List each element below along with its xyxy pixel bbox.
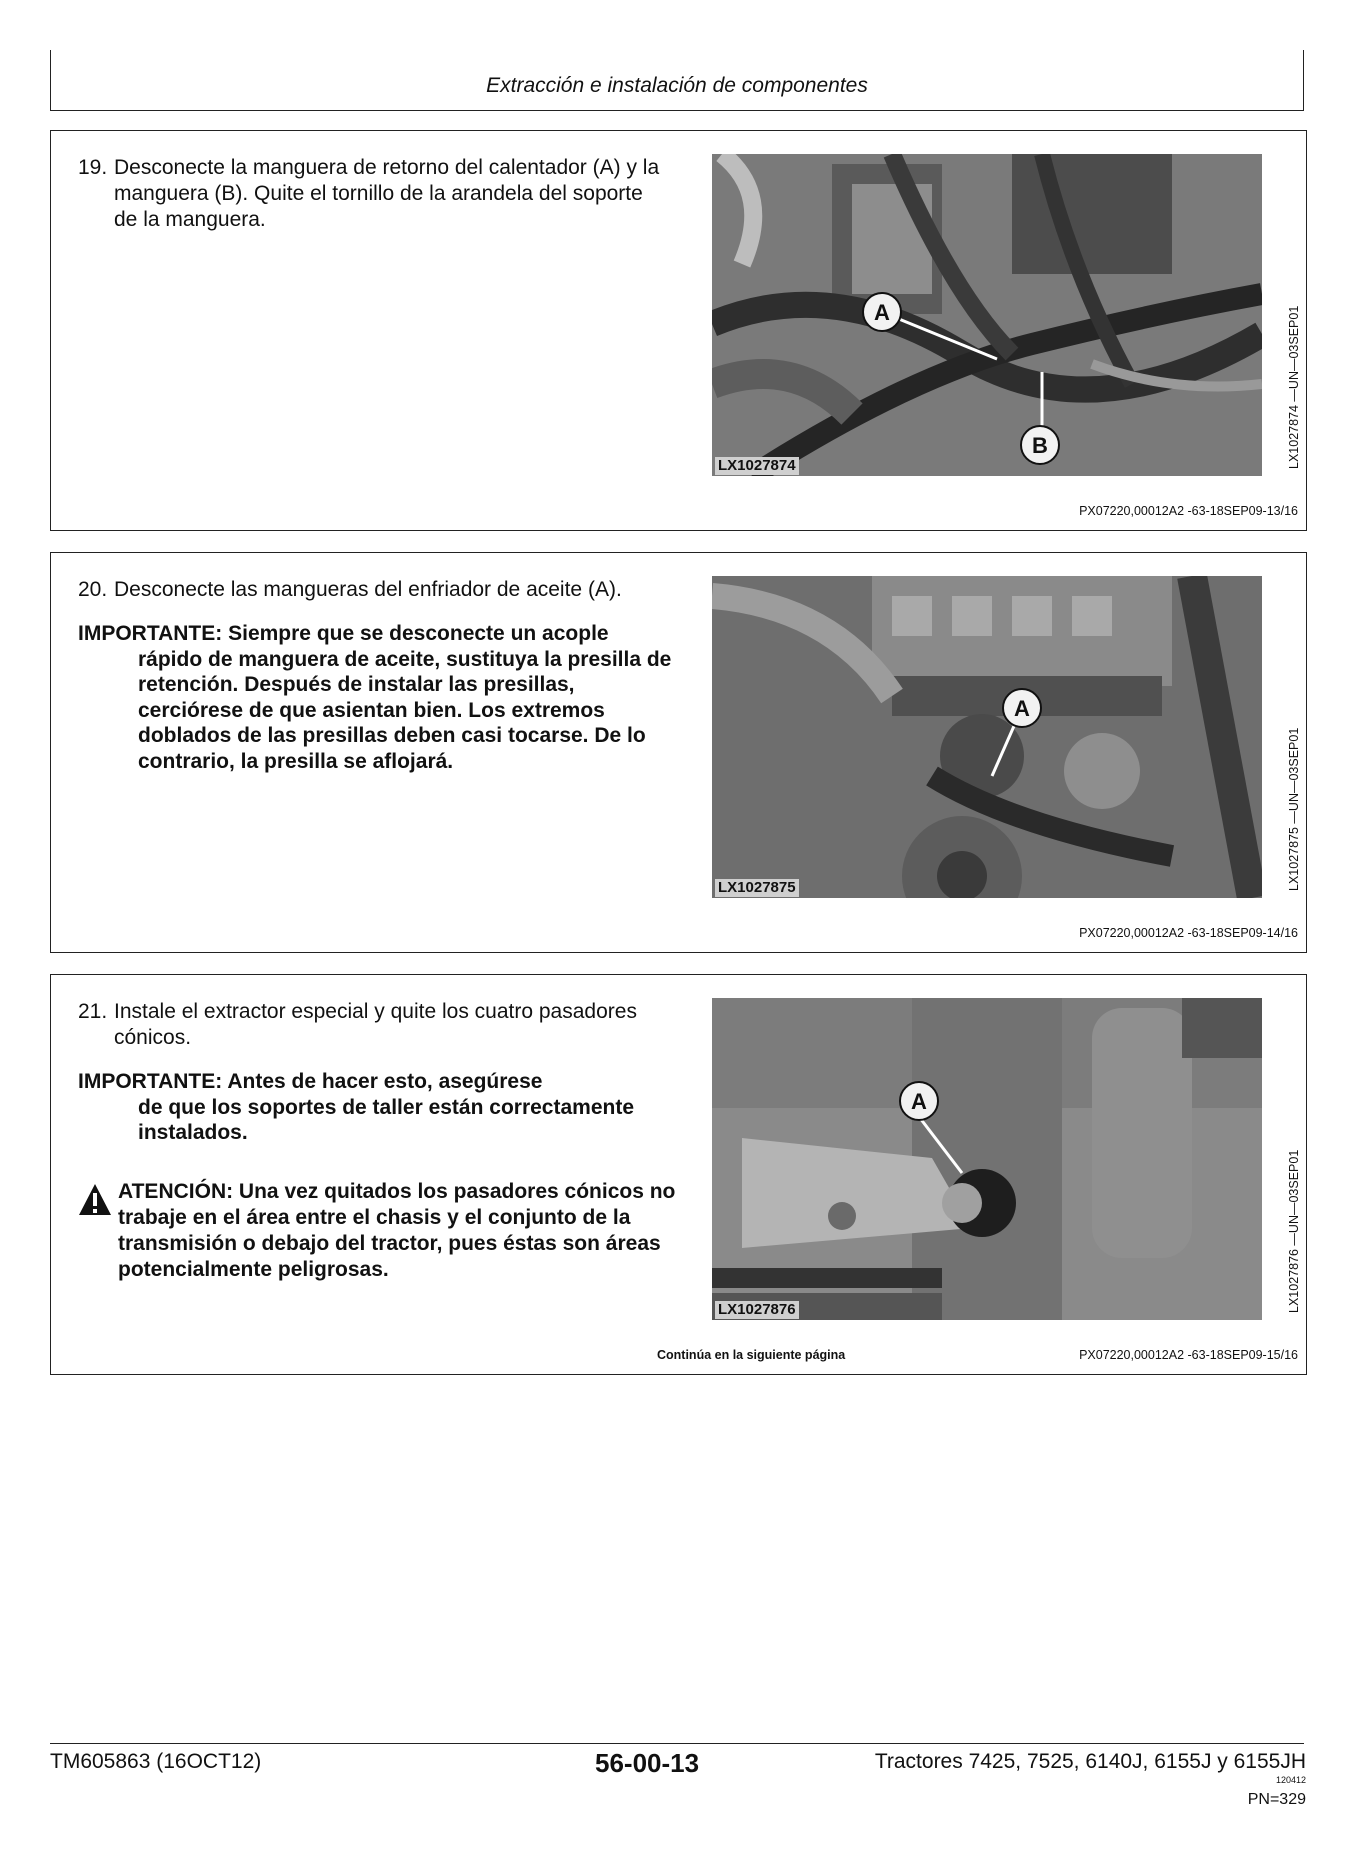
step-21-photo xyxy=(712,998,1262,1320)
important-body: rápido de manguera de aceite, sustituya la presilla de retención. Después de instalar las presillas, cerciórese de que asientan bien. Los extremos doblados de las presillas deben casi tocarse. De lo contrario, la presilla se aflojará. xyxy=(138,647,672,773)
important-first-line: Siempre que se desconecte un acople xyxy=(228,622,609,645)
figure-label: LX1027875 xyxy=(715,879,799,897)
figure-code-vertical: LX1027875 —UN—03SEP01 xyxy=(1287,727,1301,891)
important-body: de que los soportes de taller están correctamente instalados. xyxy=(138,1095,635,1144)
step-panel-19 xyxy=(50,130,1307,531)
figure-label: LX1027876 xyxy=(715,1301,799,1319)
important-note xyxy=(78,1069,678,1146)
step-panel-20 xyxy=(50,552,1307,953)
step-20-text xyxy=(78,577,668,603)
important-label: IMPORTANTE: xyxy=(78,622,223,645)
callout-a: A xyxy=(911,1089,927,1114)
page-header-title: Extracción e instalación de componentes xyxy=(486,74,868,97)
step-instruction: Instale el extractor especial y quite los cuatro pasadores cónicos. xyxy=(114,1000,637,1049)
figure-label: LX1027874 xyxy=(715,457,799,475)
reference-code: PX07220,00012A2 -63-18SEP09-15/16 xyxy=(1079,1348,1298,1362)
caution-text: ATENCIÓN: Una vez quitados los pasadores cónicos no trabaje en el área entre el chasis y el conjunto de la transmisión o debajo del tractor, pues éstas son áreas potencialmente peligrosas. xyxy=(118,1180,676,1281)
step-number: 21. xyxy=(78,1000,108,1023)
important-label: IMPORTANTE: xyxy=(78,1070,223,1093)
callout-b: B xyxy=(1032,433,1048,458)
footer-page-number: 56-00-13 xyxy=(595,1748,700,1778)
step-19-text xyxy=(78,155,668,233)
footer-models: Tractores 7425, 7525, 6140J, 6155J y 6155JH xyxy=(874,1750,1306,1773)
step-19-photo xyxy=(712,154,1262,476)
callout-a: A xyxy=(1014,696,1030,721)
step-20-photo xyxy=(712,576,1262,898)
figure-code-vertical: LX1027874 —UN—03SEP01 xyxy=(1287,305,1301,469)
step-panel-21 xyxy=(50,974,1307,1375)
step-instruction: Desconecte la manguera de retorno del calentador (A) y la manguera (B). Quite el tornillo de la arandela del soporte de la manguera. xyxy=(114,156,660,231)
footer-rule xyxy=(50,1743,1304,1744)
continuation-note: Continúa en la siguiente página xyxy=(657,1348,846,1362)
footer-doc-id: TM605863 (16OCT12) xyxy=(50,1750,262,1773)
footer-small-code: 120412 xyxy=(1275,1775,1306,1785)
callout-a: A xyxy=(874,300,890,325)
warning-triangle-icon xyxy=(78,1183,112,1217)
reference-code: PX07220,00012A2 -63-18SEP09-13/16 xyxy=(1079,504,1298,518)
important-note xyxy=(78,621,678,774)
footer-pn: PN=329 xyxy=(1247,1791,1306,1808)
figure-code-vertical: LX1027876 —UN—03SEP01 xyxy=(1287,1149,1301,1313)
step-number: 20. xyxy=(78,578,108,601)
important-first-line: Antes de hacer esto, asegúrese xyxy=(227,1070,543,1093)
step-21-text xyxy=(78,999,668,1051)
step-number: 19. xyxy=(78,156,108,179)
caution-note xyxy=(78,1179,678,1283)
header-rule xyxy=(50,110,1304,111)
step-instruction: Desconecte las mangueras del enfriador de aceite (A). xyxy=(114,578,622,601)
reference-code: PX07220,00012A2 -63-18SEP09-14/16 xyxy=(1079,926,1298,940)
